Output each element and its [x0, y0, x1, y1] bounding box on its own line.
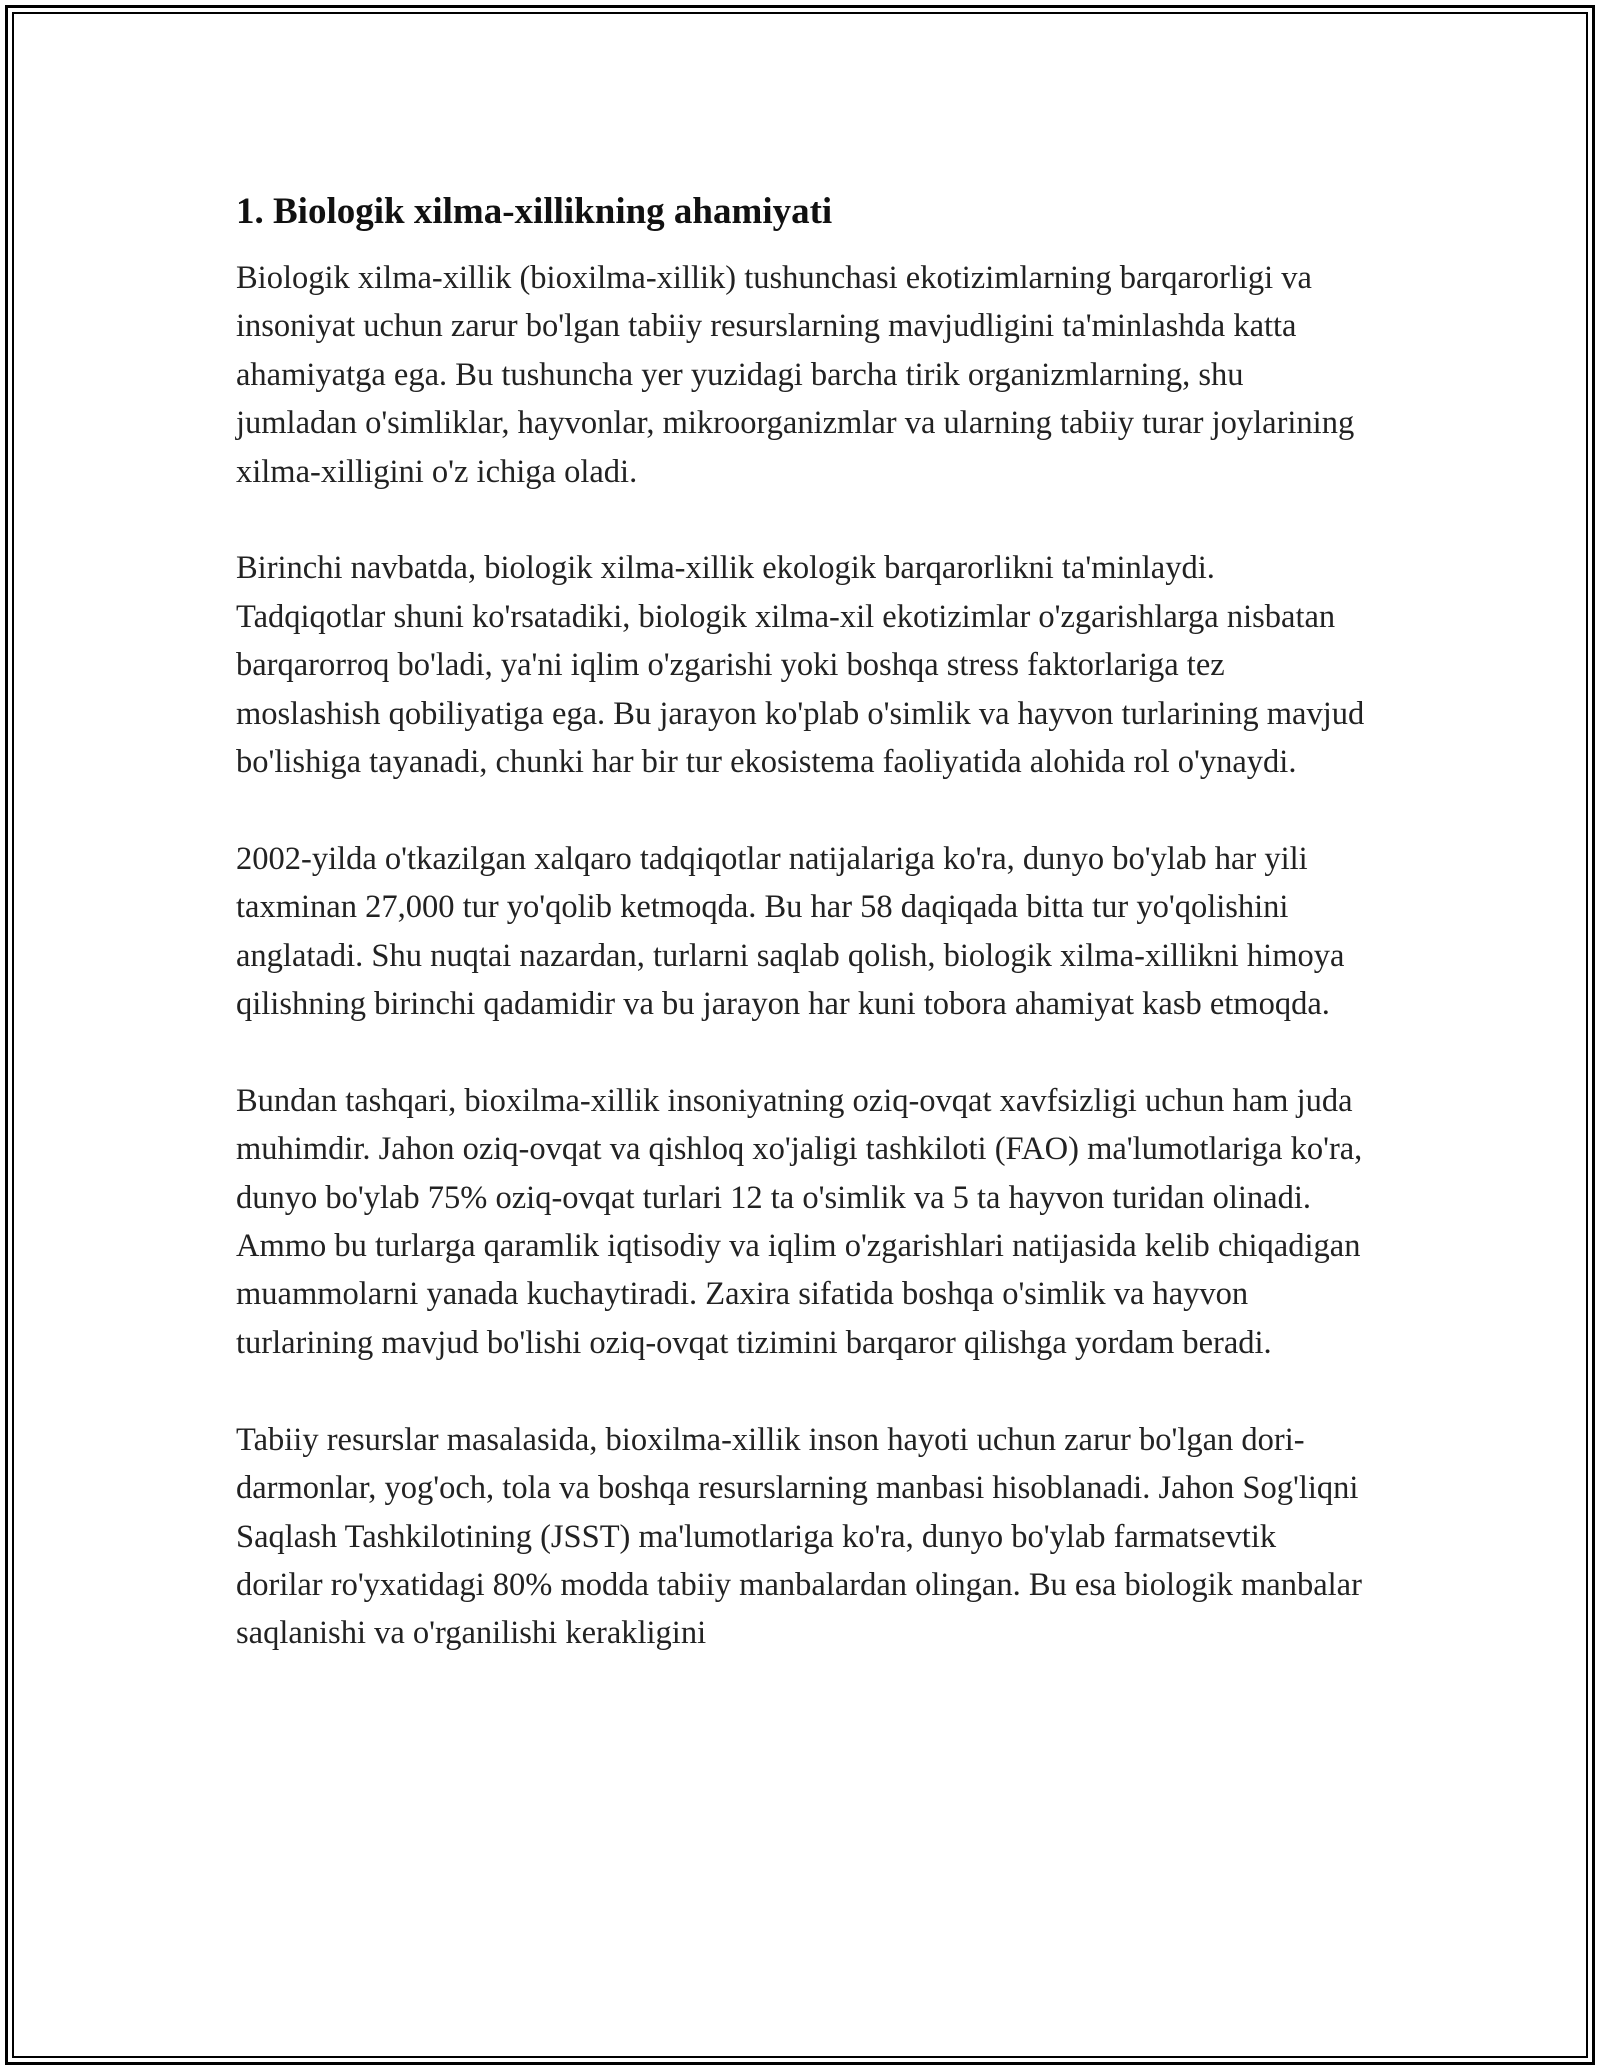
paragraph-ecological-stability: Birinchi navbatda, biologik xilma-xillik ekologik barqarorlikni ta'minlaydi. Tadqiqotlar shuni ko'rsatadiki, biologik xilma-xil ekotizimlar o'zgarishlarga nisbatan barqarorroq bo'ladi, ya'ni iqlim o'zgarishi yoki boshqa stress faktorlariga tez moslashish qobiliyatiga ega. Bu jarayon ko'plab o'simlik va hayvon turlarining mavjud bo'lishiga tayanadi, chunki har bir tur ekosistema faoliyatida alohida rol o'ynaydi.	[236, 550, 1365, 781]
paragraph-natural-resources: Tabiiy resurslar masalasida, bioxilma-xillik inson hayoti uchun zarur bo'lgan dori-darmonlar, yog'och, tola va boshqa resurslarning manbasi hisoblanadi. Jahon Sog'liqni Saqlash Tashkilotining (JSST) ma'lumotlariga ko'ra, dunyo bo'ylab farmatsevtik dorilar ro'yxatidagi 80% modda tabiiy manbalardan olingan. Bu esa biologik manbalar saqlanishi va o'rganilishi kerakligini	[236, 1421, 1362, 1652]
paragraph-species-loss: 2002-yilda o'tkazilgan xalqaro tadqiqotlar natijalariga ko'ra, dunyo bo'ylab har yili taxminan 27,000 tur yo'qolib ketmoqda. Bu har 58 daqiqada bitta tur yo'qolishini anglatadi. Shu nuqtai nazardan, turlarni saqlab qolish, biologik xilma-xillikni himoya qilishning birinchi qadamidir va bu jarayon har kuni tobora ahamiyat kasb etmoqda.	[236, 840, 1345, 1023]
document-body	[236, 188, 1366, 1706]
paragraph-intro: Biologik xilma-xillik (bioxilma-xillik) tushunchasi ekotizimlarning barqarorligi va insoniyat uchun zarur bo'lgan tabiiy resurslarning mavjudligini ta'minlashda katta ahamiyatga ega. Bu tushuncha yer yuzidagi barcha tirik organizmlarning, shu jumladan o'simliklar, hayvonlar, mikroorganizmlar va ularning tabiiy turar joylarining xilma-xilligini o'z ichiga oladi.	[236, 260, 1355, 490]
paragraph-food-security: Bundan tashqari, bioxilma-xillik insoniyatning oziq-ovqat xavfsizligi uchun ham juda muhimdir. Jahon oziq-ovqat va qishloq xo'jaligi tashkiloti (FAO) ma'lumotlariga ko'ra, dunyo bo'ylab 75% oziq-ovqat turlari 12 ta o'simlik va 5 ta hayvon turidan olinadi. Ammo bu turlarga qaramlik iqtisodiy va iqlim o'zgarishlari natijasida kelib chiqadigan muammolarni yanada kuchaytiradi. Zaxira sifatida boshqa o'simlik va hayvon turlarining mavjud bo'lishi oziq-ovqat tizimini barqaror qilishga yordam beradi.	[236, 1082, 1363, 1361]
section-heading: 1. Biologik xilma-xillikning ahamiyati	[236, 191, 833, 232]
